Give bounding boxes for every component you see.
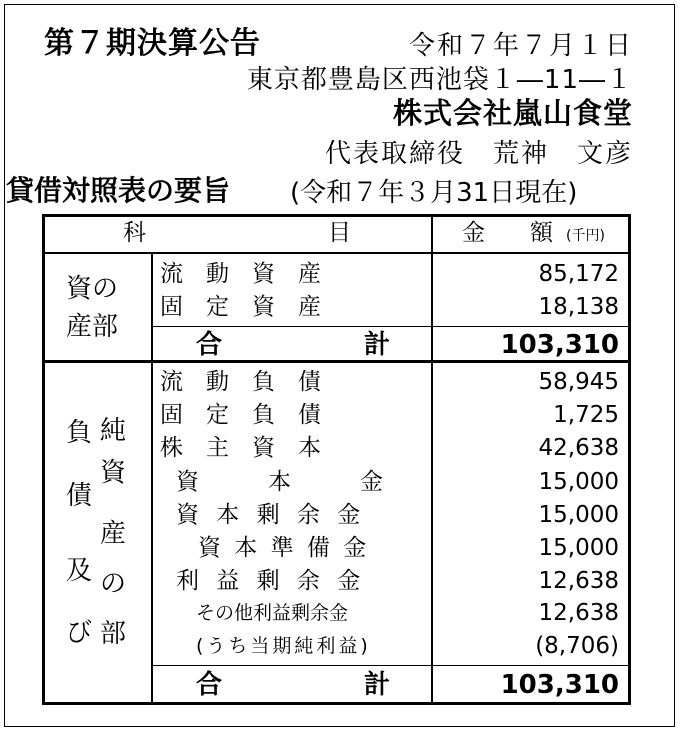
header-subject-left: 科 [123,220,146,246]
liability-row-label: 資 本 金 [176,469,383,495]
balance-sheet-date: (令和７年３月31日現在) [290,178,578,208]
liability-row-value: 15,000 [538,535,619,561]
liability-row-label: 株 主 資 本 [160,435,321,461]
liabilities-group-char: 負 [66,418,93,448]
header-amount-left: 金 [462,220,485,246]
notice-title: 第７期決算公告 [44,26,261,61]
liability-row-value: 12,638 [538,568,619,594]
liability-row-value: 12,638 [538,600,619,626]
group-column-divider [151,252,153,705]
liability-row-value: 1,725 [553,402,619,428]
header-unit: (千円) [566,228,605,244]
liabilities-group-char: び [66,618,93,648]
notice-date: 令和７年７月１日 [408,31,633,61]
liabilities-group-char: 産 [100,519,127,549]
liability-row-label: その他利益剰余金 [196,602,349,624]
asset-row-label: 流 動 資 産 [160,261,321,287]
liability-row-value: (8,706) [535,633,619,659]
company-name: 株式会社嵐山食堂 [392,96,633,130]
asset-row-value: 85,172 [538,261,619,287]
liabilities-group-char: 債 [66,481,93,511]
assets-total-label-right: 計 [364,330,391,360]
liability-row-label: (うち当期純利益) [196,635,371,657]
header-subject-right: 目 [328,220,351,246]
liability-row-label: 利 益 剰 余 金 [176,568,366,594]
assets-group-label-line2: 産部 [66,312,119,342]
company-address: 東京都豊島区西池袋１―11―１ [246,65,633,95]
liability-row-label: 流 動 負 債 [160,369,321,395]
asset-row-label: 固 定 資 産 [160,294,321,320]
liability-row-value: 15,000 [538,469,619,495]
assets-total-label-left: 合 [196,330,223,360]
assets-total-value: 103,310 [500,330,619,360]
liabilities-group-char: 及 [66,556,93,586]
liability-row-value: 42,638 [538,435,619,461]
header-divider [42,252,631,254]
balance-sheet-title: 貸借対照表の要旨 [6,174,231,207]
liabilities-total-divider [151,665,631,666]
liabilities-group-char: 資 [100,458,127,488]
liabilities-total-label-left: 合 [196,670,223,700]
representative-name: 代表取締役 荒神 文彦 [324,139,633,169]
header-amount-right: 額 [530,220,553,246]
liability-row-value: 58,945 [538,369,619,395]
asset-row-value: 18,138 [538,294,619,320]
liabilities-total-label-right: 計 [364,670,391,700]
assets-group-label-line1: 資の [66,274,119,304]
liabilities-total-value: 103,310 [500,670,619,700]
liability-row-value: 15,000 [538,502,619,528]
assets-section-divider [42,360,631,363]
liability-row-label: 固 定 負 債 [160,402,321,428]
liability-row-label: 資 本 準 備 金 [198,535,370,561]
liabilities-group-char: の [100,569,127,599]
assets-total-divider [151,326,631,327]
amount-column-divider [431,214,433,705]
liabilities-group-char: 部 [100,619,127,649]
liabilities-group-char: 純 [100,416,127,446]
liability-row-label: 資 本 剰 余 金 [176,502,366,528]
